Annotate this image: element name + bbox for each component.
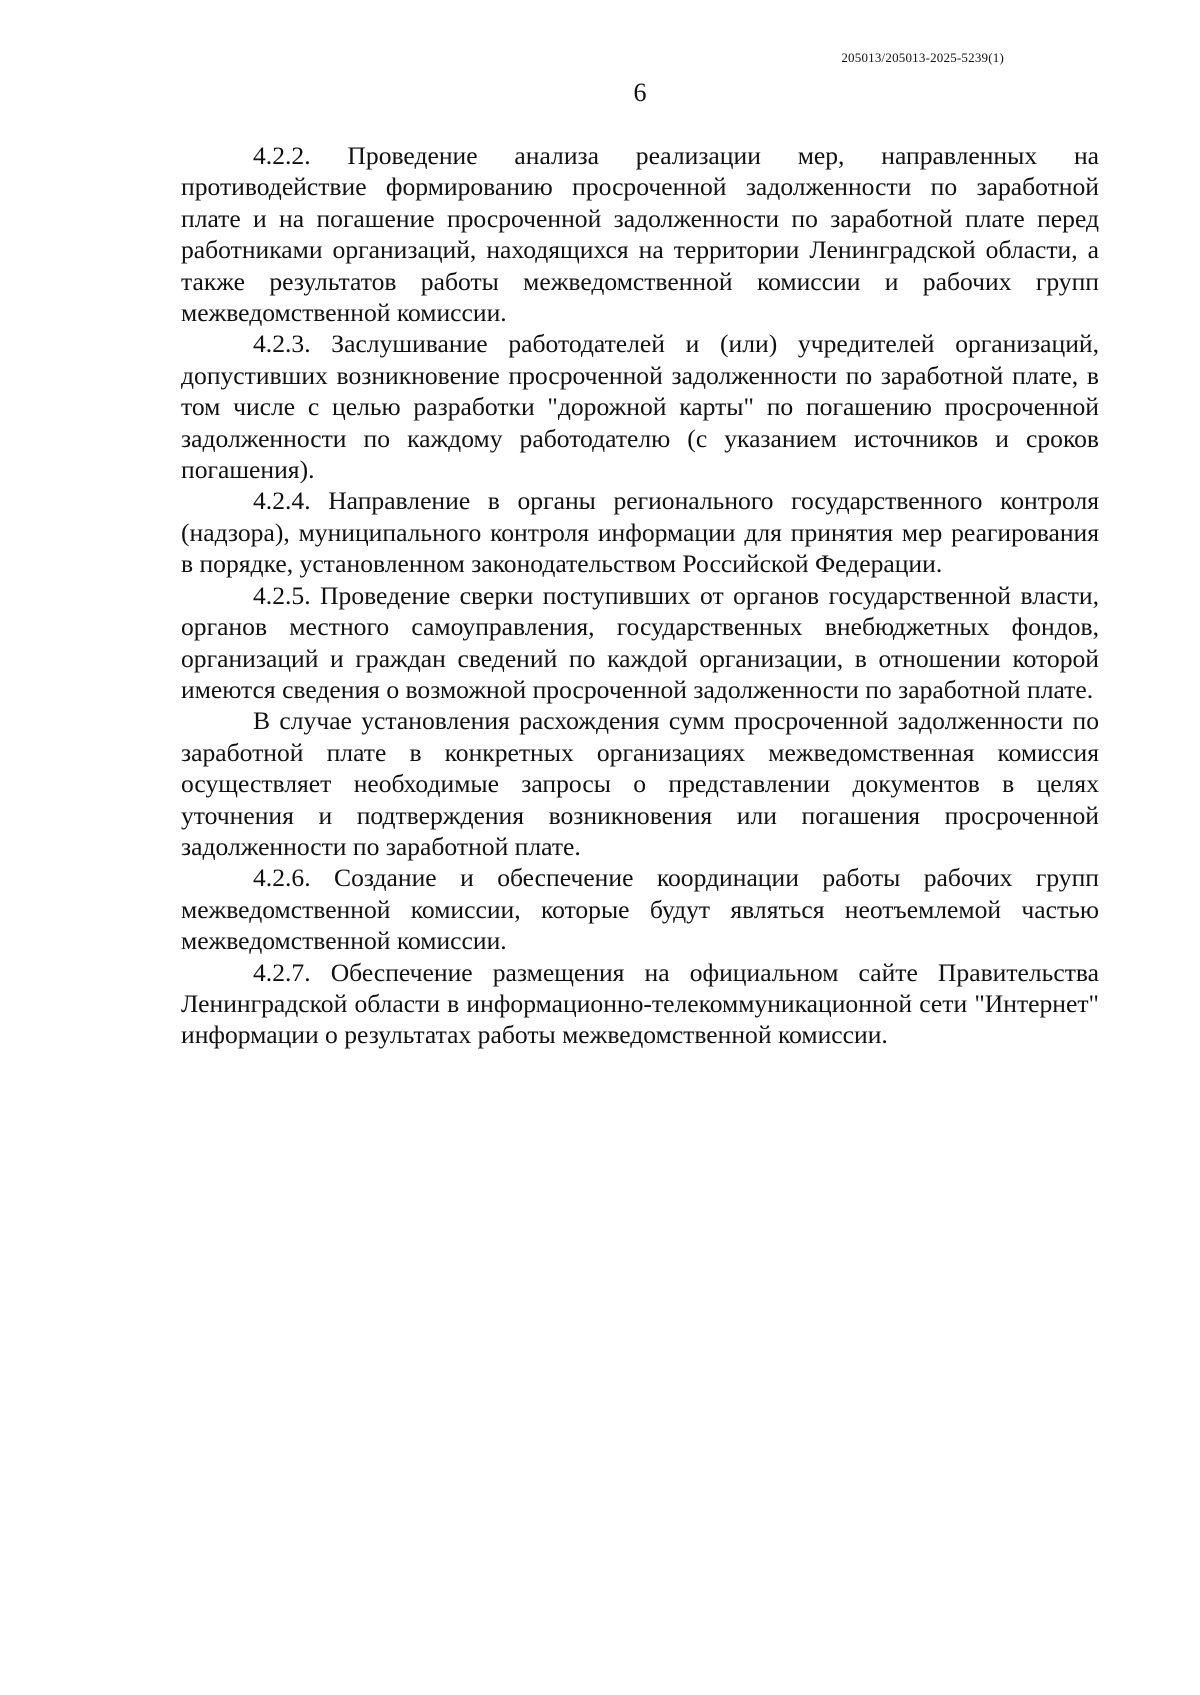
page-number: 6 [633, 78, 647, 107]
paragraph-4-2-6: 4.2.6. Создание и обеспечение координации работы рабочих групп межведомственной комиссии, которые будут являться неотъемлемой частью межведомственной комиссии. [181, 863, 1099, 956]
paragraph-discrepancy: В случае установления расхождения сумм просроченной задолженности по заработной плате в конкретных организациях межведомственная комиссия осуществляет необходимые запросы о представлении документов в целях уточнения и подтверждения возникновения или погашения просроченной задолженности по заработной плате. [181, 706, 1099, 861]
paragraph-4-2-5: 4.2.5. Проведение сверки поступивших от органов государственной власти, органов местного самоуправления, государственных внебюджетных фондов, организаций и граждан сведений по каждой организации, в отношении которой имеются сведения о возможной просроченной задолженности по заработной плате. [181, 580, 1099, 704]
paragraph-4-2-3: 4.2.3. Заслушивание работодателей и (или) учредителей организаций, допустивших возникновение просроченной задолженности по заработной плате, в том числе с целью разработки "дорожной карты" по погашению просроченной задолженности по каждому работодателю (с указанием источников и сроков погашения). [181, 329, 1099, 485]
paragraph-4-2-4: 4.2.4. Направление в органы регионального государственного контроля (надзора), муниципального контроля информации для принятия мер реагирования в порядке, установленном законодательством Российской Федерации. [181, 486, 1099, 579]
document-id: 205013/205013-2025-5239(1) [841, 50, 1004, 65]
paragraph-4-2-2: 4.2.2. Проведение анализа реализации мер, направленных на противодействие формированию просроченной задолженности по заработной плате и на погашение просроченной задолженности по заработной плате перед работниками организаций, находящихся на территории Ленинградской области, а также результатов работы межведомственной комиссии и рабочих групп межведомственной комиссии. [181, 141, 1099, 328]
document-body [181, 140, 1099, 1051]
paragraph-4-2-7: 4.2.7. Обеспечение размещения на официальном сайте Правительства Ленинградской области в информационно-телекоммуникационной сети "Интернет" информации о результатах работы межведомственной комиссии. [181, 957, 1099, 1050]
